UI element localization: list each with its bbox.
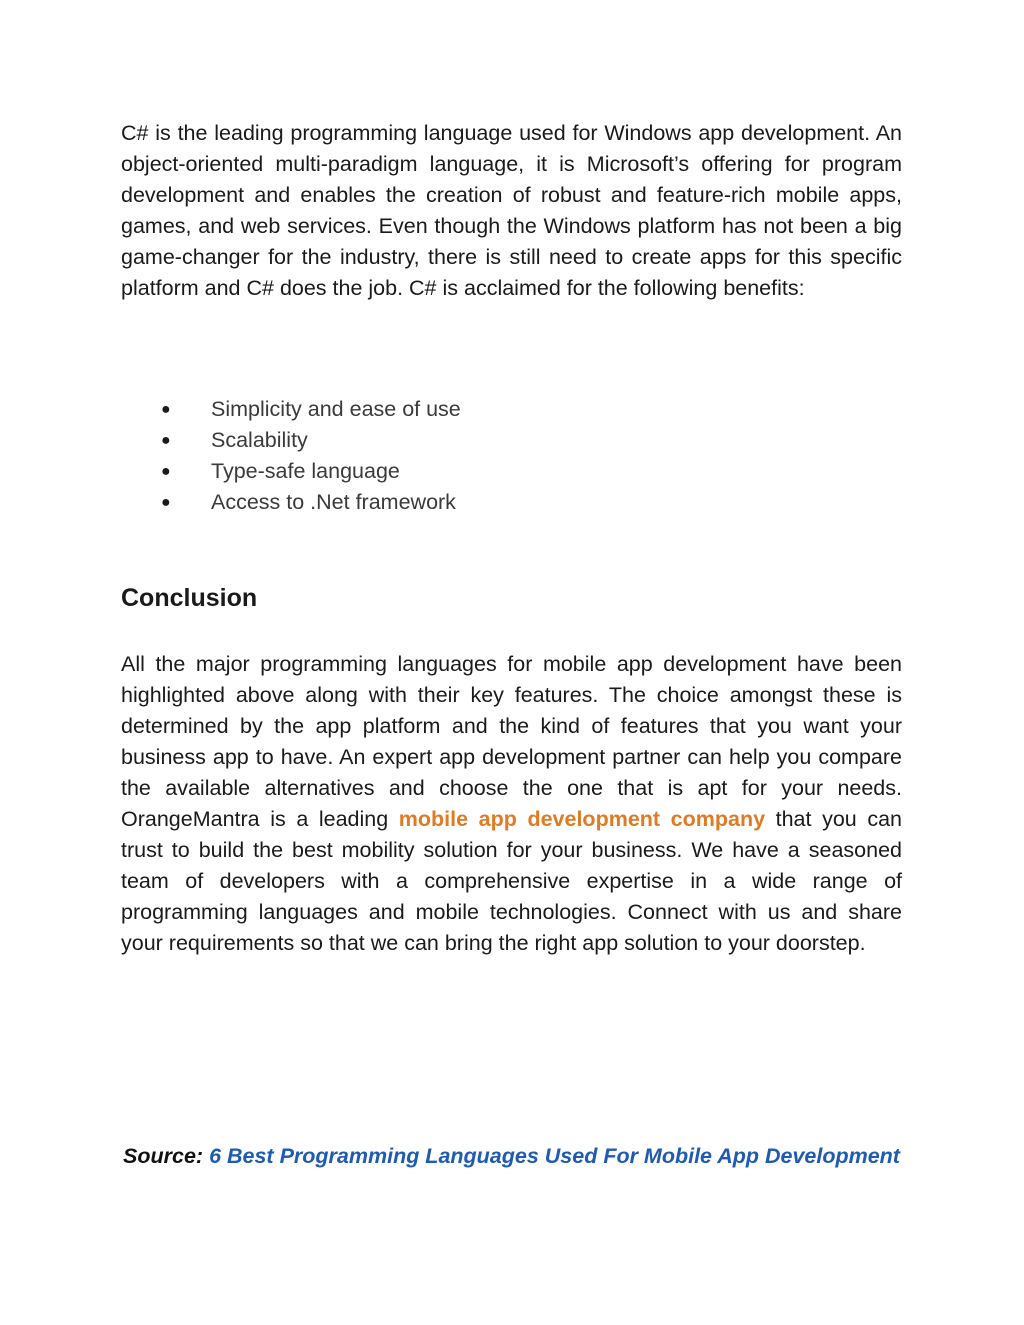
- intro-paragraph: C# is the leading programming language used for Windows app development. An object-oriented multi-paradigm language, it is Microsoft’s offering for program development and enables the creation of robust and feature-rich mobile apps, games, and web services. Even though the Windows platform has not been a big game-changer for the industry, there is still need to create apps for this specific platform and C# does the job. C# is acclaimed for the following benefits:: [121, 121, 902, 300]
- document-page: [121, 118, 902, 955]
- list-item: [161, 394, 461, 425]
- source-article-link[interactable]: 6 Best Programming Languages Used For Mobile App Development: [209, 1144, 900, 1168]
- conclusion-text-start: All the major programming languages for mobile app development have been highlighted above along with their key features. The choice amongst these is determined by the app platform and the kind of features that you want your business app to have. An expert app development partner can help you compare the available alternatives and choose the one that is apt for your needs. OrangeMantra is a leading: [121, 652, 902, 831]
- list-item-label: Scalability: [211, 428, 308, 452]
- list-item: [161, 487, 461, 518]
- list-item-label: Access to .Net framework: [211, 490, 456, 514]
- bullet-icon: ●: [161, 401, 171, 418]
- list-item: [161, 425, 461, 456]
- list-item-label: Simplicity and ease of use: [211, 397, 461, 421]
- list-item-label: Type-safe language: [211, 459, 400, 483]
- list-item: [161, 456, 461, 487]
- source-label: Source:: [123, 1144, 204, 1168]
- conclusion-text-end: that you can trust to build the best mobility solution for your business. We have a seasoned team of developers with a comprehensive expertise in a wide range of programming languages and mobile technologies. Connect with us and share your requirements so that we can bring the right app solution to your doorstep.: [121, 807, 902, 955]
- source-citation: [121, 1141, 902, 1172]
- bullet-icon: ●: [161, 432, 171, 449]
- bullet-icon: ●: [161, 494, 171, 511]
- conclusion-heading: Conclusion: [121, 584, 258, 612]
- conclusion-paragraph: [121, 649, 902, 959]
- bullet-icon: ●: [161, 463, 171, 480]
- mobile-app-development-company-link[interactable]: mobile app development company: [398, 807, 766, 831]
- benefits-list: [161, 394, 461, 518]
